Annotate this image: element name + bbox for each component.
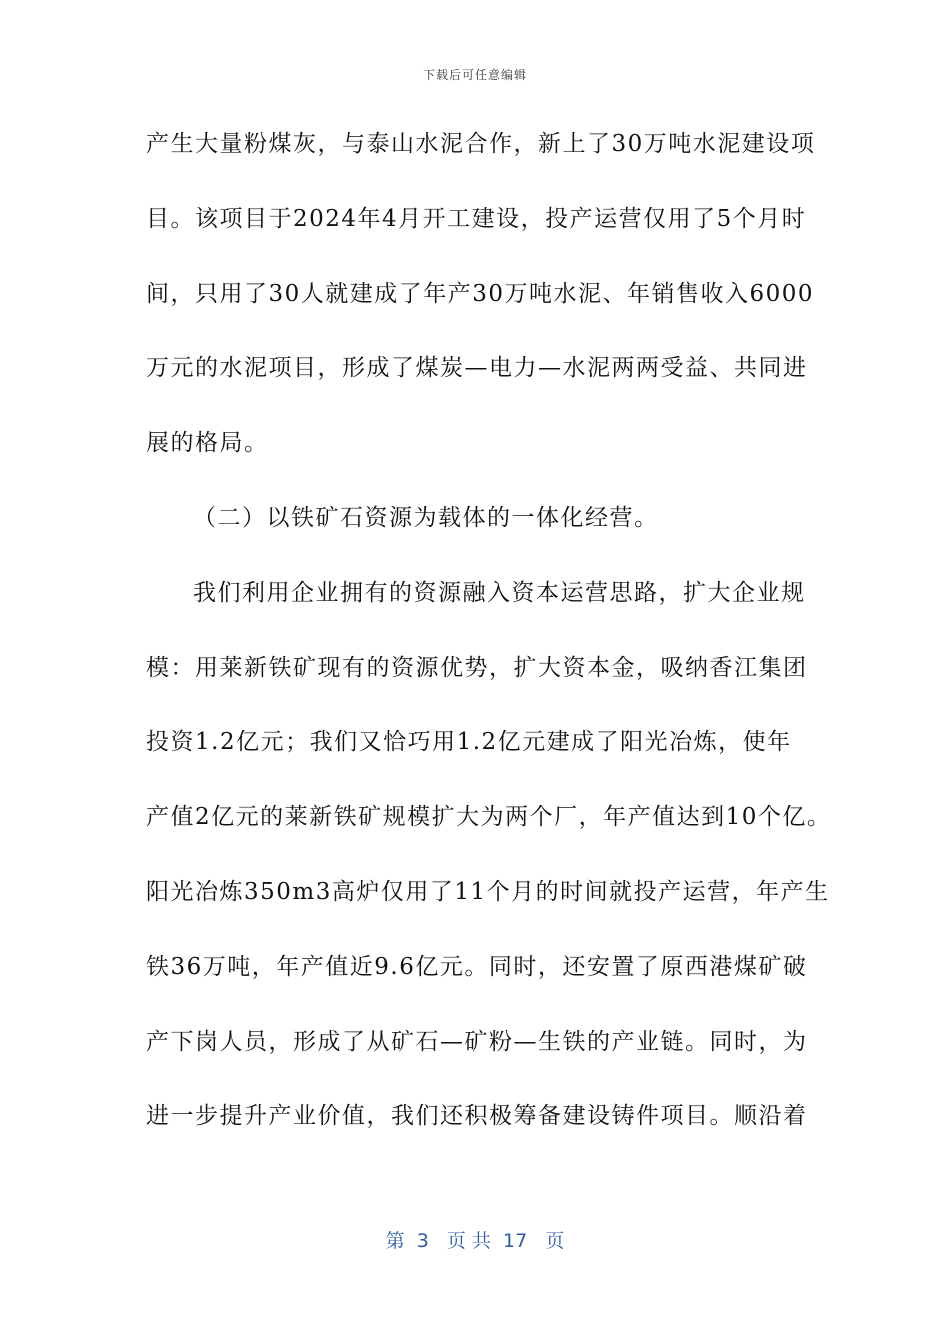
section-heading: （二）以铁矿石资源为载体的一体化经营。 [193, 504, 659, 531]
text-line: 产值2亿元的莱新铁矿规模扩大为两个厂，年产值达到10个亿。 [146, 804, 832, 831]
page-header-note: 下载后可任意编辑 [422, 68, 527, 82]
text-line: 投资1.2亿元；我们又恰巧用1.2亿元建成了阳光冶炼，使年 [146, 729, 792, 756]
text-line: 阳光冶炼350m3高炉仅用了11个月的时间就投产运营，年产生 [146, 878, 830, 905]
text-line: 产生大量粉煤灰，与泰山水泥合作，新上了30万吨水泥建设项 [146, 131, 816, 157]
document-body [146, 118, 832, 1165]
text-line: 目。该项目于2024年4月开工建设，投产运营仅用了5个月时 [146, 205, 807, 232]
text-line: 进一步提升产业价值，我们还积极筹备建设铸件项目。顺沿着 [146, 1103, 808, 1130]
text-line: 铁36万吨，年产值近9.6亿元。同时，还安置了原西港煤矿破 [146, 953, 808, 980]
text-line: 我们利用企业拥有的资源融入资本运营思路，扩大企业规 [193, 579, 806, 606]
page-number-footer: 第 3 页 共 17 页 [385, 1230, 565, 1252]
text-line: 间，只用了30人就建成了年产30万吨水泥、年销售收入6000 [146, 280, 815, 307]
text-line: 产下岗人员，形成了从矿石—矿粉—生铁的产业链。同时，为 [146, 1028, 808, 1055]
text-line: 万元的水泥项目，形成了煤炭—电力—水泥两两受益、共同进 [146, 355, 808, 382]
text-line: 展的格局。 [146, 430, 269, 457]
text-line: 模：用莱新铁矿现有的资源优势，扩大资本金，吸纳香江集团 [146, 654, 808, 681]
